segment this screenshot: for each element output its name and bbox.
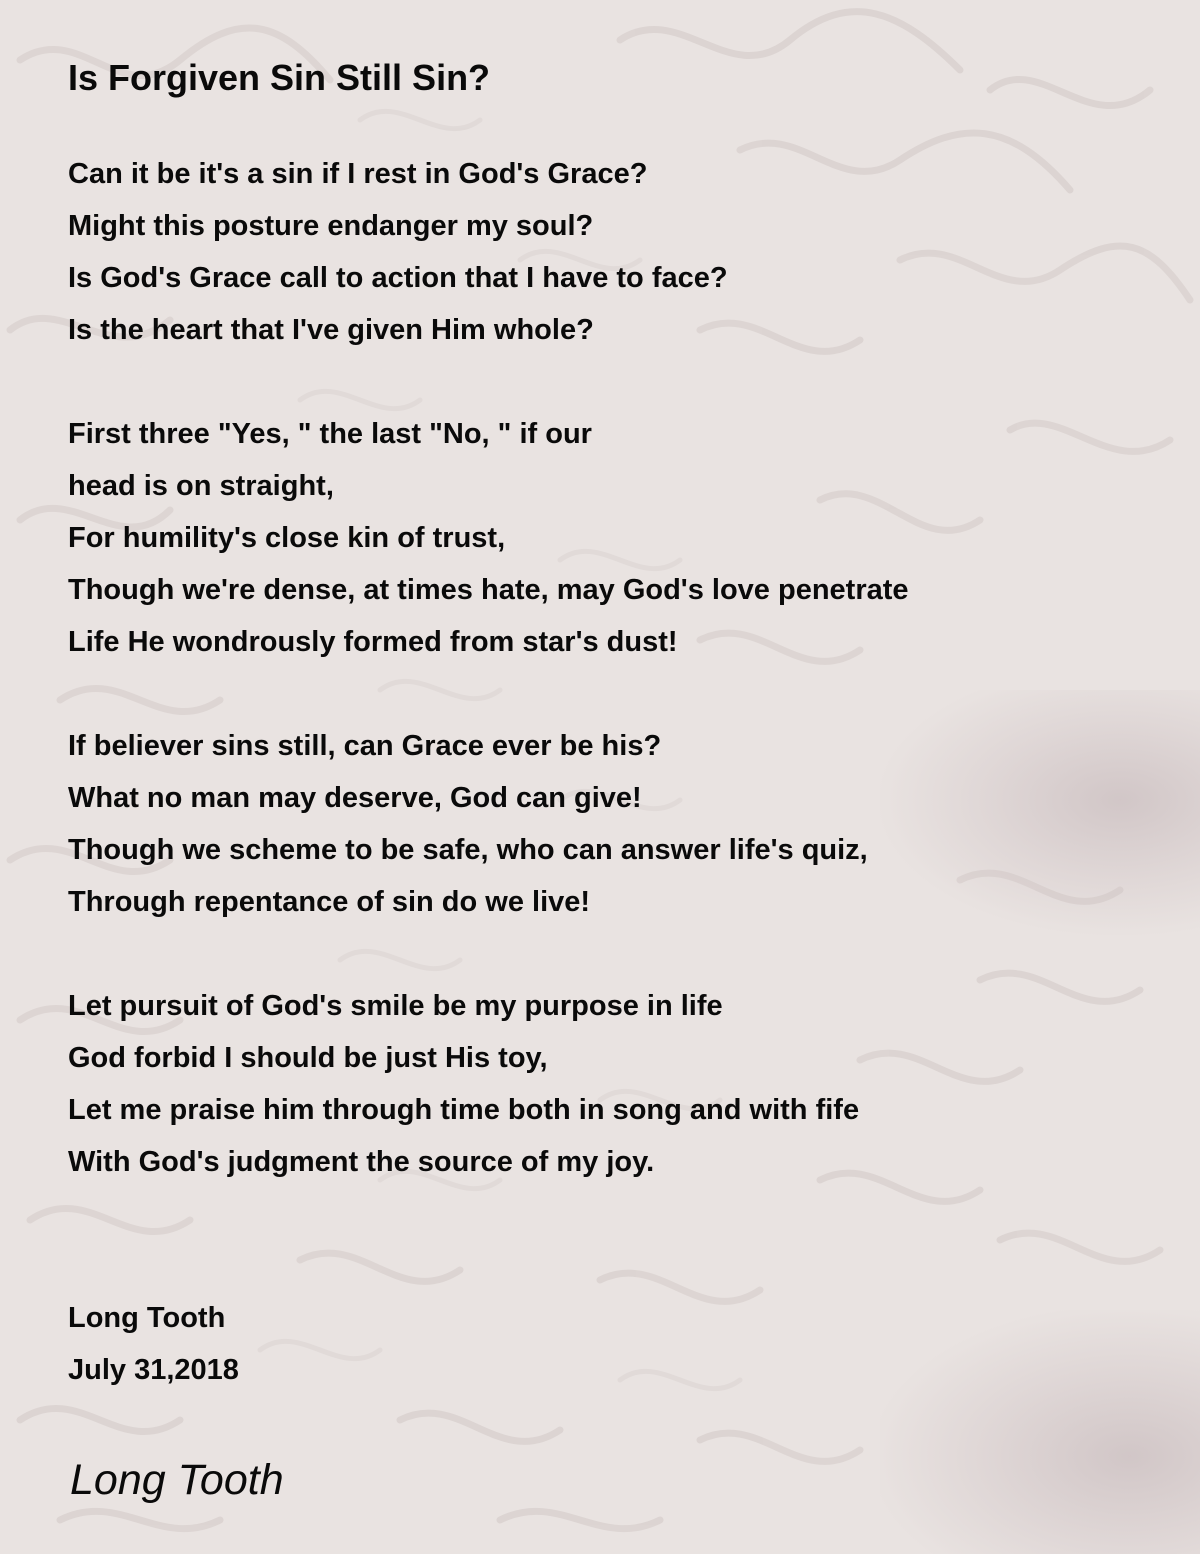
signature-date: July 31,2018 (68, 1354, 239, 1386)
poem-title: Is Forgiven Sin Still Sin? (68, 57, 491, 98)
poem-line: Let me praise him through time both in song and with fife (68, 1094, 860, 1126)
poem-line: For humility's close kin of trust, (68, 522, 506, 554)
poem-line: Is the heart that I've given Him whole? (68, 314, 594, 346)
stanza-4 (68, 980, 1148, 1188)
poem-container (68, 52, 1148, 1396)
signature-name: Long Tooth (68, 1302, 226, 1334)
poem-line: Can it be it's a sin if I rest in God's Grace? (68, 158, 648, 190)
poem-line: Though we scheme to be safe, who can answer life's quiz, (68, 834, 868, 866)
poem-line: God forbid I should be just His toy, (68, 1042, 548, 1074)
poem-line: Let pursuit of God's smile be my purpose in life (68, 990, 723, 1022)
stanza-2 (68, 408, 1148, 668)
author-footer: Long Tooth (70, 1456, 284, 1504)
poem-body (68, 148, 1148, 1396)
poem-line: Might this posture endanger my soul? (68, 210, 594, 242)
poem-line: With God's judgment the source of my joy. (68, 1146, 655, 1178)
poem-line: First three "Yes, " the last "No, " if our (68, 418, 592, 450)
poem-line: Life He wondrously formed from star's dust! (68, 626, 678, 658)
poem-line: Is God's Grace call to action that I have to face? (68, 262, 728, 294)
poem-line: head is on straight, (68, 470, 334, 502)
poem-line: If believer sins still, can Grace ever be his? (68, 730, 662, 762)
poem-line: Though we're dense, at times hate, may God's love penetrate (68, 574, 909, 606)
poem-line: What no man may deserve, God can give! (68, 782, 642, 814)
stanza-3 (68, 720, 1148, 928)
stanza-1 (68, 148, 1148, 356)
poem-line: Through repentance of sin do we live! (68, 886, 591, 918)
poem-signoff (68, 1292, 1148, 1396)
